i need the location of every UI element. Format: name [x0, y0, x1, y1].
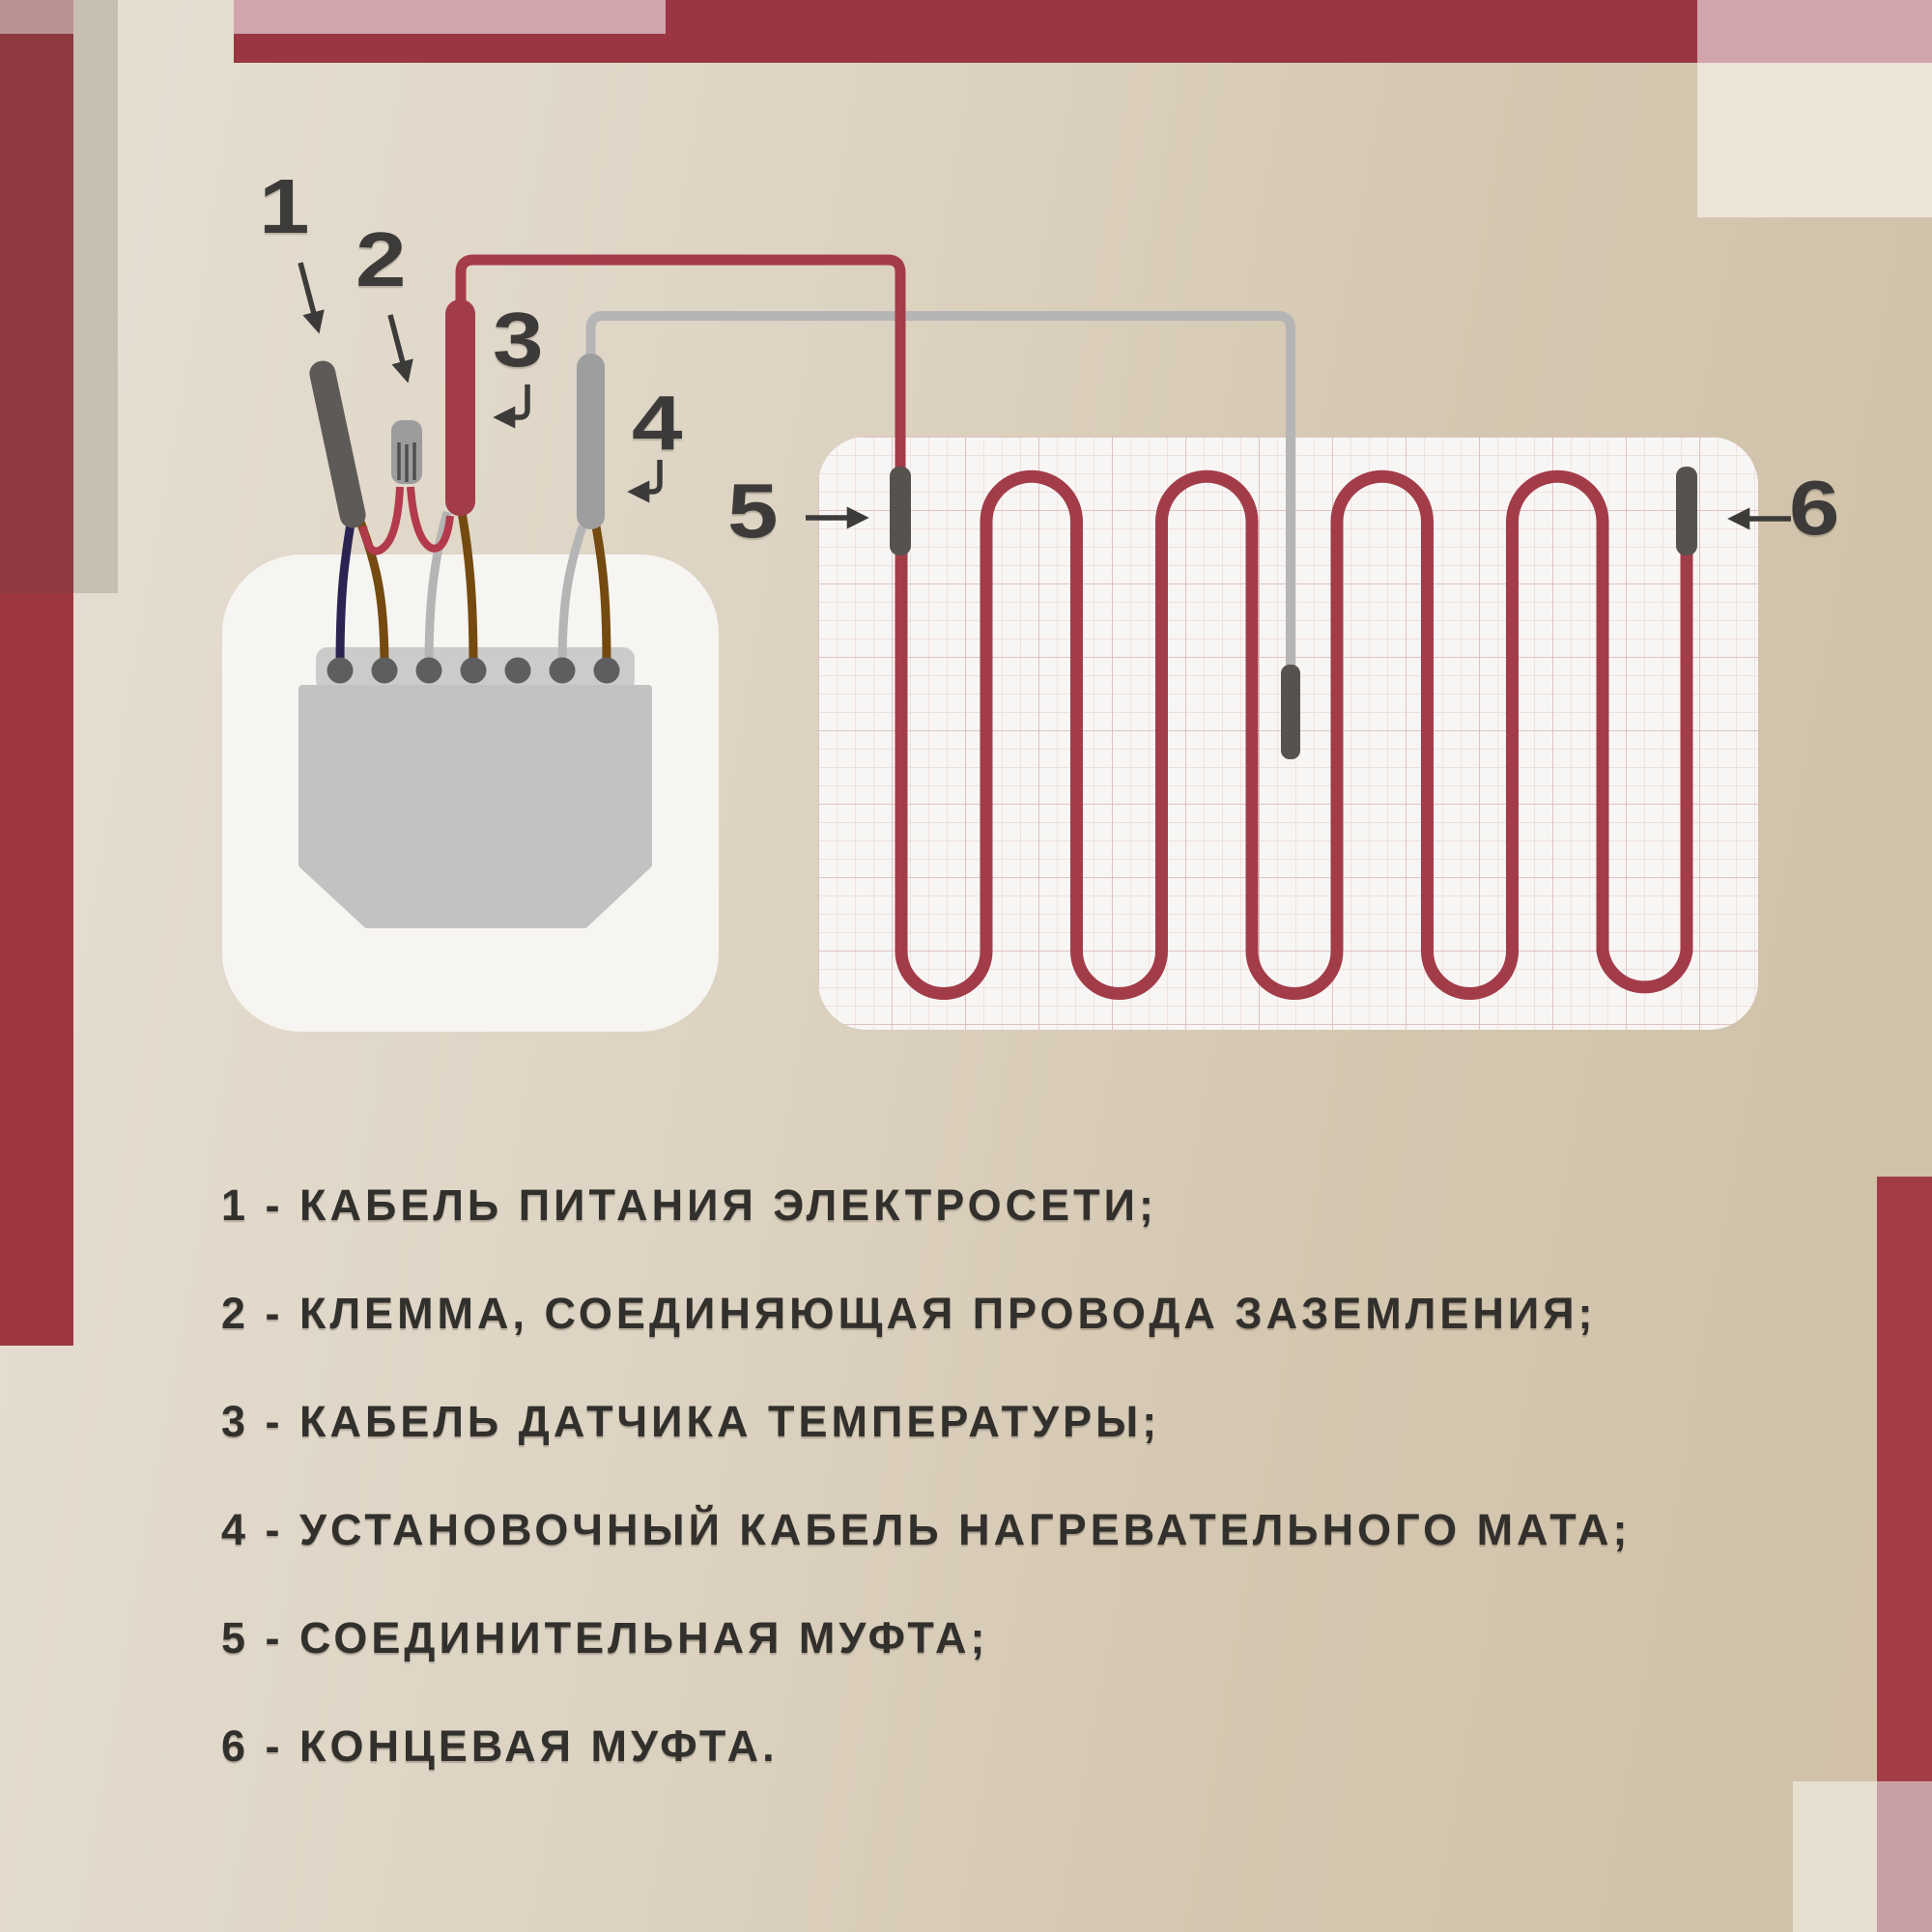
callout-label-6: 6 — [1789, 465, 1840, 551]
mains-cable-icon — [307, 358, 368, 530]
arrow-1 — [300, 263, 318, 328]
legend-line-6: 6 - КОНЦЕВАЯ МУФТА. — [221, 1721, 779, 1771]
coupling-muffle-icon — [890, 467, 911, 555]
callout-label-2: 2 — [355, 216, 407, 302]
thermostat-terminal-block — [302, 647, 648, 924]
mat-install-cable-icon — [577, 354, 605, 529]
ground-clamp-icon — [391, 420, 422, 484]
legend-line-3: 3 - КАБЕЛЬ ДАТЧИКА ТЕМПЕРАТУРЫ; — [221, 1397, 1161, 1446]
callout-label-3: 3 — [493, 297, 544, 383]
arrow-2 — [390, 315, 407, 378]
legend-line-2: 2 - КЛЕММА, СОЕДИНЯЮЩАЯ ПРОВОДА ЗАЗЕМЛЕНИЯ; — [221, 1289, 1597, 1338]
arrow-3 — [498, 384, 527, 417]
callout-label-1: 1 — [259, 163, 310, 249]
end-muffle-icon — [1676, 467, 1697, 555]
sensor-cable-icon — [445, 299, 475, 516]
floor-sensor-icon — [1281, 665, 1300, 759]
legend-line-1: 1 - КАБЕЛЬ ПИТАНИЯ ЭЛЕКТРОСЕТИ; — [221, 1180, 1158, 1230]
callout-label-5: 5 — [727, 468, 779, 554]
legend-line-4: 4 - УСТАНОВОЧНЫЙ КАБЕЛЬ НАГРЕВАТЕЛЬНОГО МАТА; — [221, 1505, 1632, 1554]
legend-line-5: 5 - СОЕДИНИТЕЛЬНАЯ МУФТА; — [221, 1613, 989, 1662]
terminal-wires — [340, 512, 607, 667]
callout-label-4: 4 — [632, 380, 683, 466]
